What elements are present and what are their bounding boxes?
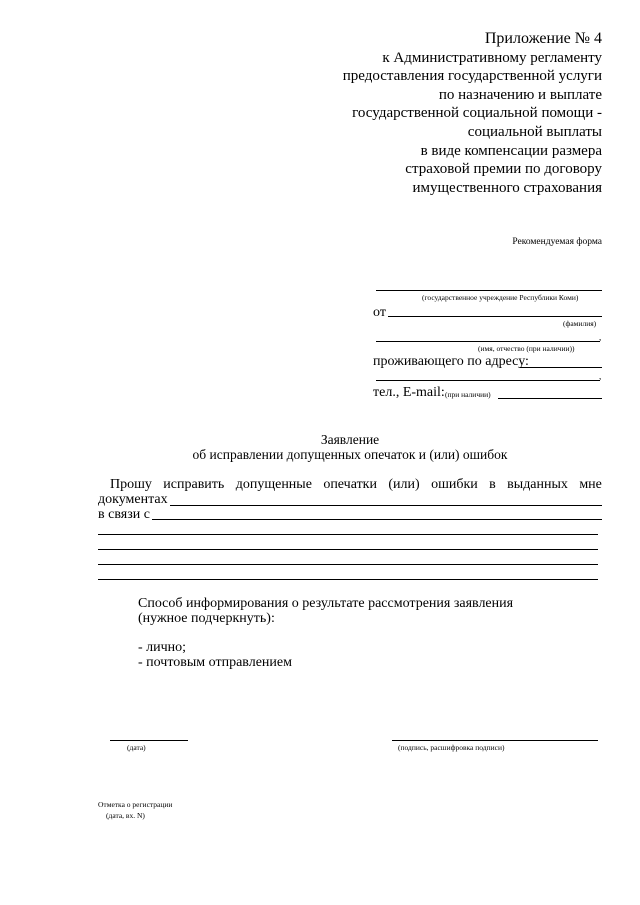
annex-line: имущественного страхования [412,179,602,196]
annex-line: к Административному регламенту [382,49,602,66]
address-label: проживающего по адресу: [373,354,529,369]
registration-line1: Отметка о регистрации [98,800,173,809]
annex-line: социальной выплаты [467,123,602,140]
institution-caption: (государственное учреждение Республики Коми) [422,293,579,302]
annex-line: государственной социальной помощи - [352,105,602,122]
annex-line: предоставления государственной услуги [342,68,602,85]
signature-caption: (подпись, расшифровка подписи) [398,743,505,752]
phone-note: (при наличии) [445,390,491,399]
title-line1: Заявление [320,432,380,447]
comma: , [599,332,602,342]
address-field[interactable] [520,367,602,368]
request-word: Прошу [110,477,152,492]
reason-field-5[interactable] [98,579,598,580]
reason-field-4[interactable] [98,564,598,565]
address-field-2[interactable] [376,380,600,381]
request-word: выданных [507,477,568,492]
request-word: в [489,477,496,492]
request-word: допущенные [235,477,312,492]
form-note: Рекомендуемая форма [512,237,602,247]
institution-field[interactable] [376,290,602,291]
documents-label: документах [98,492,168,507]
comma: , [599,371,602,381]
reason-field[interactable] [152,519,602,520]
from-label: от [373,305,386,320]
reason-field-3[interactable] [98,549,598,550]
request-word: (или) [388,477,420,492]
surname-caption: (фамилия) [563,319,597,328]
date-caption: (дата) [127,743,146,752]
inform-option-mail[interactable]: - почтовым отправлением [138,655,292,670]
annex-header [272,30,602,197]
annex-line: страховой премии по договору [405,161,602,178]
date-field[interactable] [110,740,188,741]
name-field[interactable] [376,341,600,342]
annex-line: Приложение № 4 [484,30,602,47]
request-line [98,477,602,493]
title-line2: об исправлении допущенных опечаток и (или) ошибок [192,447,508,462]
inform-line1: Способ информирования о результате рассмотрения заявления [138,596,514,611]
signature-field[interactable] [392,740,598,741]
registration-line2: (дата, вх. N) [106,811,145,820]
request-word: опечатки [323,477,377,492]
annex-line: по назначению и выплате [438,86,602,103]
surname-field[interactable] [388,316,602,317]
request-word: ошибки [431,477,478,492]
documents-field[interactable] [170,505,602,506]
request-word: исправить [163,477,225,492]
phone-field[interactable] [498,398,602,399]
reason-label: в связи с [98,507,150,522]
inform-line2: (нужное подчеркнуть): [138,611,275,626]
request-word: мне [579,477,602,492]
name-caption: (имя, отчество (при наличии)) [478,344,575,353]
reason-field-2[interactable] [98,534,598,535]
phone-label: тел., E-mail: [373,385,445,400]
inform-option-personal[interactable]: - лично; [138,640,187,655]
annex-line: в виде компенсации размера [420,142,602,159]
